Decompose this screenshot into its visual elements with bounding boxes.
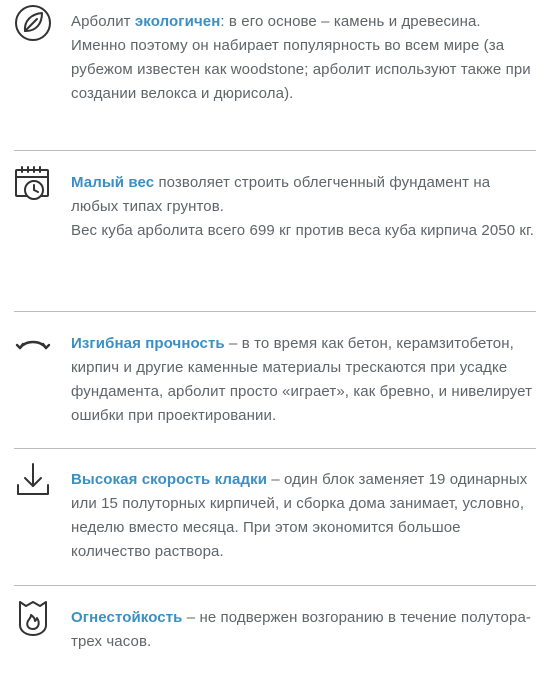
feature-text (71, 468, 536, 564)
calendar-clock-icon (14, 164, 52, 202)
divider (14, 311, 536, 312)
feature-text-after: – не подвержен возгоранию в течение полутора-трех часов. (71, 609, 531, 650)
leaf-icon (14, 4, 52, 42)
divider (14, 448, 536, 449)
feature-text-after: позволяет строить облегченный фундамент на любых типах грунтов. (71, 174, 491, 215)
download-icon (14, 461, 52, 499)
feature-text-extra: Вес куба арболита всего 699 кг против веса куба кирпича 2050 кг. (71, 222, 535, 239)
feature-text (71, 606, 536, 654)
feature-text (71, 171, 536, 243)
feature-text (71, 332, 536, 428)
feature-text-after: – один блок заменяет 19 одинарных или 15 полуторных кирпичей, и сборка дома занимает, условно, неделю вместо месяца. При этом экономится большое количество раствора. (71, 471, 528, 560)
feature-text-after: – в то время как бетон, керамзитобетон, кирпич и другие каменные материалы трескаются при усадке фундамента, арболит просто «играет», как бревно, и нивелирует ошибки при проектировании. (71, 335, 533, 424)
feature-text-before: Арболит (71, 13, 135, 30)
feature-text-after: : в его основе – камень и древесина. Именно поэтому он набирает популярность во всем мире (за рубежом известен как woodstone; арболит используют также при создании велокса и дюрисола). (71, 13, 531, 102)
feature-highlight: Изгибная прочность (71, 335, 225, 352)
divider (14, 150, 536, 151)
bending-arrows-icon (14, 326, 52, 364)
feature-highlight: Малый вес (71, 174, 155, 191)
feature-text (71, 10, 536, 106)
feature-highlight: Огнестойкость (71, 609, 183, 626)
feature-highlight: Высокая скорость кладки (71, 471, 268, 488)
divider (14, 585, 536, 586)
fire-shield-icon (14, 599, 52, 637)
feature-highlight: экологичен (134, 13, 221, 30)
